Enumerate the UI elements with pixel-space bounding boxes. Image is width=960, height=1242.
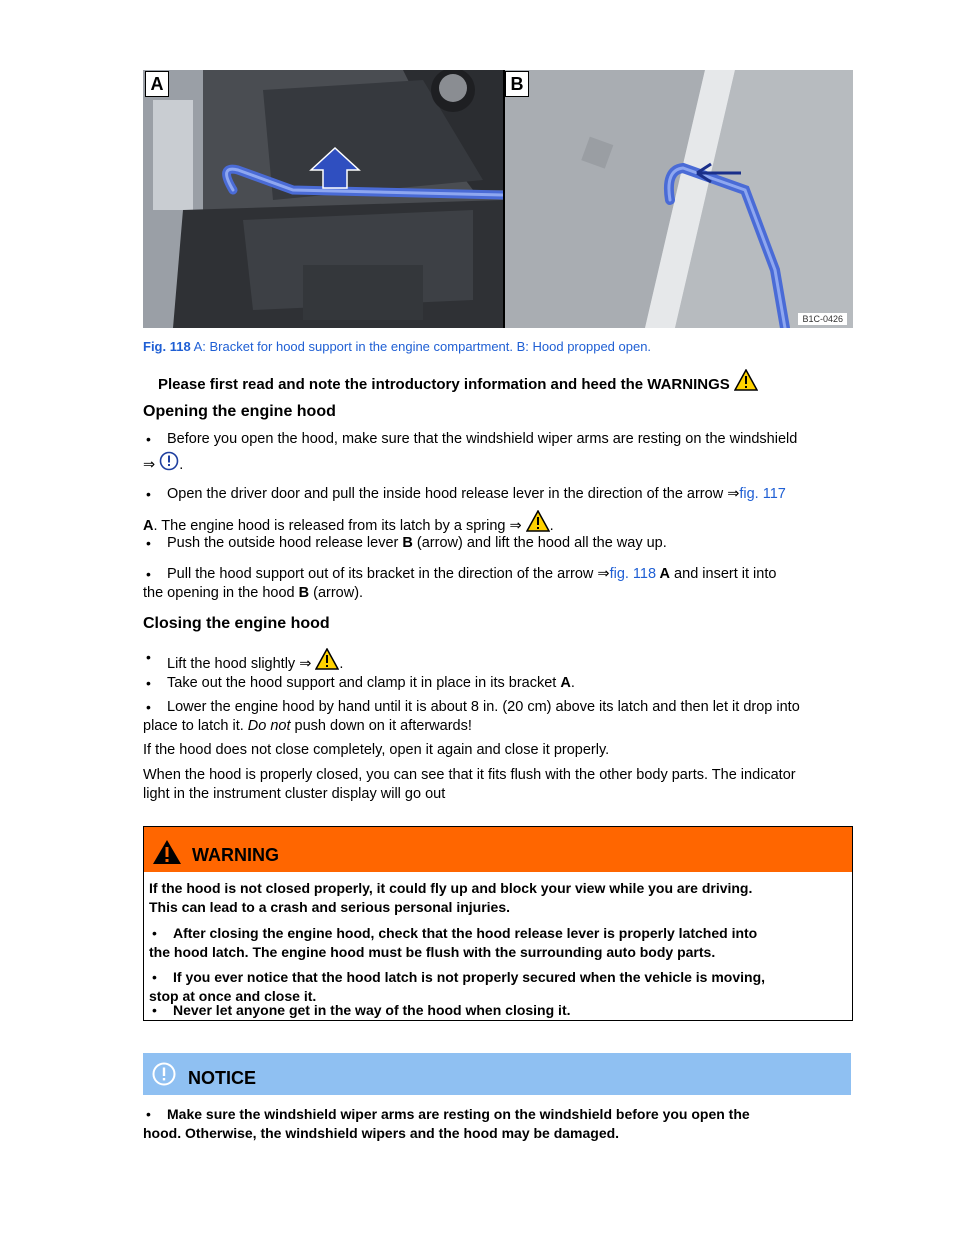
intro-line [158, 369, 758, 394]
step-4-text: Pull the hood support out of its bracket in the direction of the arrow ⇒ [167, 566, 610, 582]
bullet: • [152, 1002, 157, 1018]
notice-title: NOTICE [188, 1068, 257, 1088]
closing-para-2a: When the hood is properly closed, you can see that it fits flush with the other body parts. The indicator [143, 767, 796, 783]
closing-step-2 [167, 674, 575, 693]
step-4-cont-end: (arrow). [309, 585, 364, 601]
label-a: A [656, 566, 671, 582]
opening-step-4 [167, 565, 776, 584]
closing-step-3-cont-text: place to latch it. [143, 718, 248, 734]
label-b: B [402, 535, 413, 551]
opening-step-1: Before you open the hood, make sure that the windshield wiper arms are resting on the windshield [167, 431, 798, 447]
panel-b-label: B [505, 71, 529, 97]
period: . [339, 656, 344, 672]
caption-text: A: Bracket for hood support in the engine compartment. B: Hood propped open. [190, 339, 652, 354]
closing-step-3-cont-end: push down on it afterwards! [290, 718, 472, 734]
bullet: • [152, 969, 157, 985]
period: . [570, 675, 575, 691]
figure-number: Fig. 118 [143, 339, 191, 354]
step-2-text: Open the driver door and pull the inside hood release lever in the direction of the arrow ⇒ [167, 486, 740, 502]
warning-bullet-3: Never let anyone get in the way of the hood when closing it. [173, 1002, 571, 1018]
intro-text: Please first read and note the introductory information and heed the WARNINGS [158, 376, 730, 393]
figure-code: B1C-0426 [798, 313, 847, 325]
figure-panel-b [505, 70, 853, 328]
step-4-cont-text: the opening in the hood [143, 585, 299, 601]
warning-bullet-2a: If you ever notice that the hood latch is not properly secured when the vehicle is moving, [173, 969, 766, 985]
warning-triangle-icon [152, 839, 182, 865]
emphasis-do-not: Do not [247, 718, 291, 734]
label-b: B [298, 585, 310, 601]
figure-118 [143, 70, 853, 328]
warning-bullet-2b: stop at once and close it. [149, 988, 317, 1004]
notice-bullet-1b: hood. Otherwise, the windshield wipers and the hood may be damaged. [143, 1125, 620, 1141]
closing-step-3: Lower the engine hood by hand until it is about 8 in. (20 cm) above its latch and then let it drop into [167, 699, 800, 715]
closing-step-1-text: Lift the hood slightly ⇒ [167, 656, 312, 672]
warning-bullet-1a: After closing the engine hood, check that the hood release lever is properly latched into [173, 925, 758, 941]
warning-bullet-1b: the hood latch. The engine hood must be flush with the surrounding auto body parts. [149, 944, 716, 960]
label-a: A [560, 675, 571, 691]
warning-triangle-icon[interactable] [315, 648, 339, 670]
figure-panel-a [143, 70, 503, 328]
warning-intro-a: If the hood is not closed properly, it could fly up and block your view while you are driving. [149, 880, 753, 896]
label-a: A [143, 518, 154, 534]
closing-step-3-cont [143, 717, 472, 736]
step-4-text-end: and insert it into [670, 566, 777, 582]
period: . [549, 518, 554, 534]
closing-step-1 [167, 648, 343, 674]
step-2-cont-text: . The engine hood is released from its latch by a spring ⇒ [153, 518, 522, 534]
step-3-text: Push the outside hood release lever [167, 535, 403, 551]
hood-propped-image [505, 70, 853, 328]
step-3-text-end: (arrow) and lift the hood all the way up. [412, 535, 667, 551]
warning-triangle-icon[interactable] [734, 369, 758, 391]
opening-step-4-cont [143, 584, 363, 603]
panel-a-label: A [145, 71, 169, 97]
warning-intro-b: This can lead to a crash and serious personal injuries. [149, 899, 511, 915]
bullet: • [152, 925, 157, 941]
bullet: • [146, 699, 151, 715]
notice-bullet-1a: Make sure the windshield wiper arms are resting on the windshield before you open the [167, 1106, 750, 1122]
warning-box [143, 826, 853, 1021]
opening-heading: Opening the engine hood [143, 403, 336, 420]
bullet: • [146, 649, 151, 665]
bullet: • [146, 1106, 151, 1122]
closing-para-1: If the hood does not close completely, open it again and close it properly. [143, 742, 610, 758]
bullet: • [146, 675, 151, 691]
opening-step-2 [167, 485, 786, 504]
figure-caption [143, 339, 651, 354]
closing-para-2b: light in the instrument cluster display will go out [143, 786, 446, 802]
warning-title: WARNING [192, 845, 279, 865]
warning-header [144, 827, 852, 872]
bullet: • [146, 431, 151, 447]
opening-step-1-ref [143, 451, 183, 475]
notice-exclamation-icon[interactable] [159, 451, 179, 471]
ref-arrow: ⇒ [143, 457, 156, 473]
fig-117-link[interactable]: fig. 117 [739, 486, 786, 502]
notice-header [143, 1053, 851, 1095]
bullet: • [146, 566, 151, 582]
closing-step-2-text: Take out the hood support and clamp it in place in its bracket [167, 675, 561, 691]
period: . [179, 457, 184, 473]
bullet: • [146, 535, 151, 551]
opening-step-2-cont [143, 510, 554, 536]
warning-triangle-icon[interactable] [526, 510, 550, 532]
notice-exclamation-icon [152, 1062, 176, 1086]
fig-118-link[interactable]: fig. 118 [609, 566, 657, 582]
bullet: • [146, 486, 151, 502]
engine-compartment-image [143, 70, 503, 328]
opening-step-3 [167, 534, 667, 553]
closing-heading: Closing the engine hood [143, 615, 330, 632]
